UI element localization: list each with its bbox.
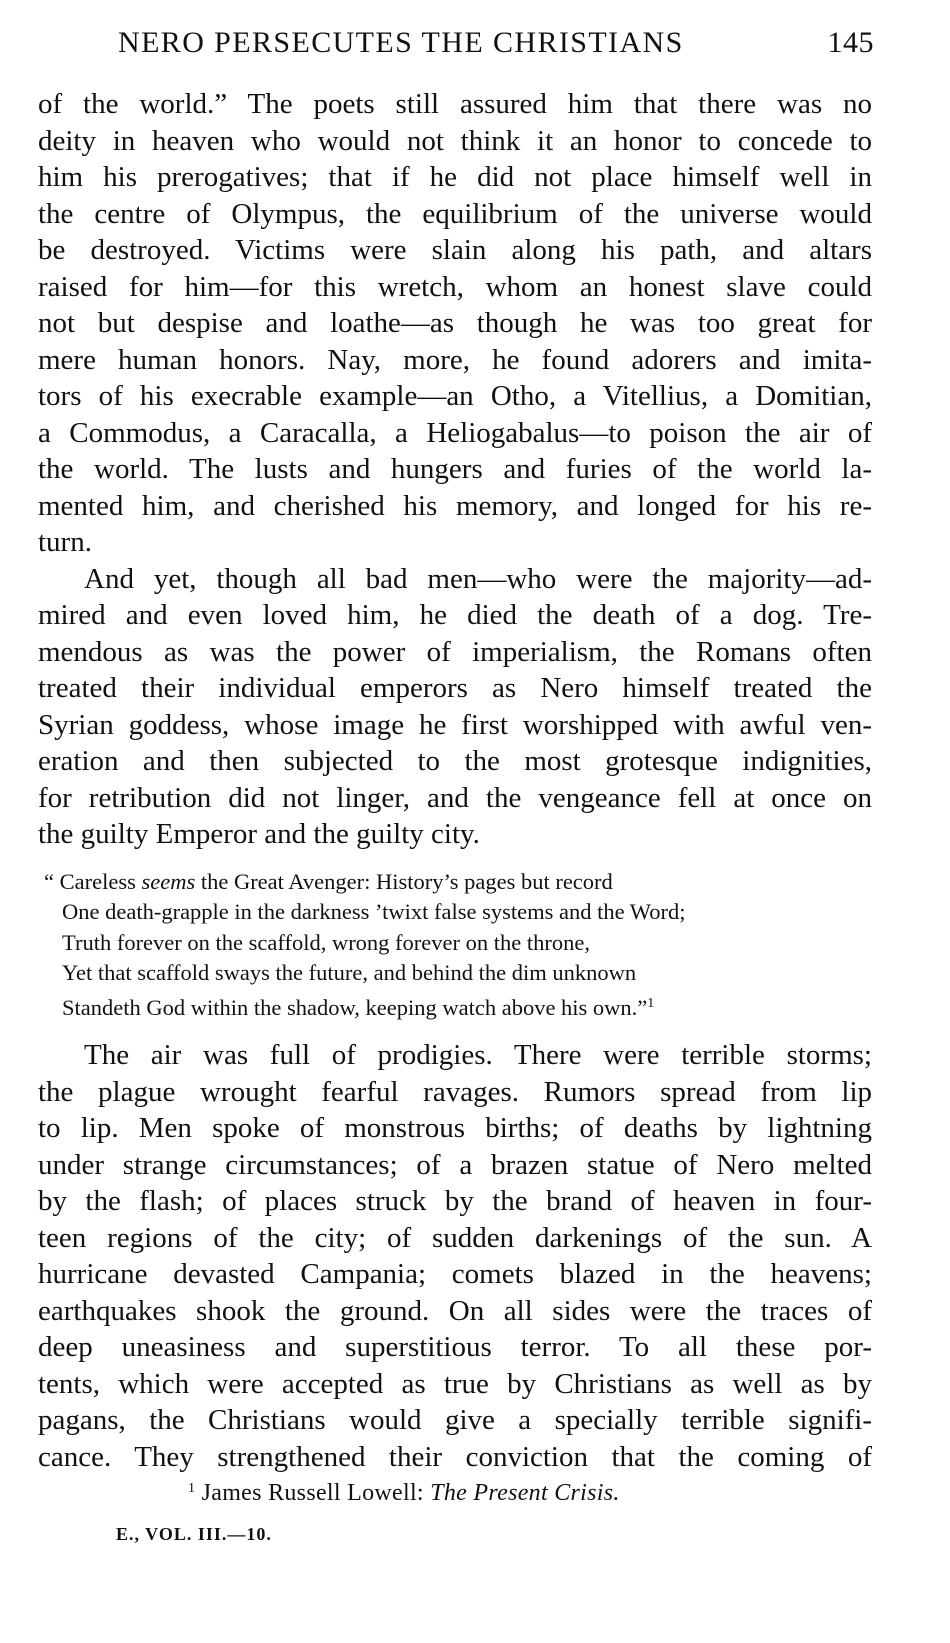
text-line: deity in heaven who would not think it an honor to concede to [38, 124, 872, 157]
text-line: And yet, though all bad men—who were the majority—ad- [84, 562, 872, 595]
text-line: not but despise and loathe—as though he was too great for [38, 307, 872, 339]
text-line: be destroyed. Victims were slain along his path, and altars [38, 234, 872, 266]
chapter-title: NERO PERSECUTES THE CHRISTIANS [118, 26, 684, 59]
text-line: tents, which were accepted as true by Christians as well as by [38, 1367, 872, 1400]
text-line: of the world.” The poets still assured him that there was no [38, 88, 872, 120]
page-body [38, 86, 872, 1475]
text-line: raised for him—for this wretch, whom an honest slave could [38, 270, 872, 303]
text-line: mired and even loved him, he died the death of a dog. Tre- [38, 599, 872, 631]
verse-line [38, 867, 872, 898]
text-line: eration and then subjected to the most grotesque indignities, [38, 745, 872, 777]
text-line: hurricane devasted Campania; comets blazed in the heavens; [38, 1258, 872, 1290]
text-line: cance. They strengthened their conviction that the coming of [38, 1440, 872, 1473]
text-line: by the flash; of places struck by the brand of heaven in four- [38, 1185, 872, 1217]
footnote-work: The Present Crisis. [430, 1480, 620, 1506]
text-line: turn. [38, 526, 92, 558]
verse-line: Truth forever on the scaffold, wrong forever on the throne, [62, 929, 590, 955]
verse-line: One death-grapple in the darkness ’twixt false systems and the Word; [62, 899, 686, 924]
text-line: to lip. Men spoke of monstrous births; of deaths by lightning [38, 1112, 872, 1144]
text-line: the guilty Emperor and the guilty city. [38, 818, 480, 850]
book-page [38, 0, 872, 1643]
page-number: 145 [827, 26, 874, 59]
text-line: the plague wrought fearful ravages. Rumors spread from lip [38, 1075, 872, 1108]
paragraph-1 [38, 86, 872, 561]
footnote-mark: 1 [188, 1481, 196, 1496]
text-line: mented him, and cherished his memory, and longed for his re- [38, 489, 872, 522]
verse-line-text: Standeth God within the shadow, keeping watch above his own.” [62, 994, 648, 1020]
text-line: for retribution did not linger, and the vengeance fell at once on [38, 781, 872, 814]
text-line: Syrian goddess, whose image he first worshipped with awful ven- [38, 708, 872, 741]
paragraph-3 [38, 1037, 872, 1475]
text-line: teen regions of the city; of sudden darkenings of the sun. A [38, 1221, 872, 1254]
paragraph-2 [38, 561, 872, 853]
text-line: mendous as was the power of imperialism, the Romans often [38, 635, 872, 668]
verse-line-end: the Great Avenger: History’s pages but record [195, 868, 613, 894]
text-line: under strange circumstances; of a brazen statue of Nero melted [38, 1148, 872, 1181]
text-line: pagans, the Christians would give a specially terrible signifi- [38, 1404, 872, 1436]
text-line: a Commodus, a Caracalla, a Heliogabalus—to poison the air of [38, 416, 872, 449]
text-line: the world. The lusts and hungers and furies of the world la- [38, 453, 872, 485]
text-line: the centre of Olympus, the equilibrium of the universe would [38, 197, 872, 230]
text-line: him his prerogatives; that if he did not place himself well in [38, 161, 872, 193]
verse-quotation [38, 867, 872, 1024]
text-line: The air was full of prodigies. There were terrible storms; [84, 1039, 872, 1071]
text-line: treated their individual emperors as Nero himself treated the [38, 672, 872, 704]
footnote [188, 1480, 620, 1507]
signature-mark: E., VOL. III.—10. [116, 1524, 272, 1544]
running-head [118, 26, 872, 66]
footnote-author: James Russell Lowell: [201, 1480, 431, 1506]
verse-line: Yet that scaffold sways the future, and behind the dim unknown [62, 960, 637, 985]
verse-line-start: “ Careless [44, 868, 142, 894]
text-line: deep uneasiness and superstitious terror. To all these por- [38, 1331, 872, 1363]
verse-emphasis: seems [141, 868, 196, 894]
text-line: tors of his execrable example—an Otho, a Vitellius, a Domitian, [38, 380, 872, 412]
footnote-reference: 1 [647, 995, 655, 1011]
verse-line [38, 989, 872, 1024]
text-line: mere human honors. Nay, more, he found adorers and imita- [38, 343, 872, 376]
text-line: earthquakes shook the ground. On all sides were the traces of [38, 1294, 872, 1327]
